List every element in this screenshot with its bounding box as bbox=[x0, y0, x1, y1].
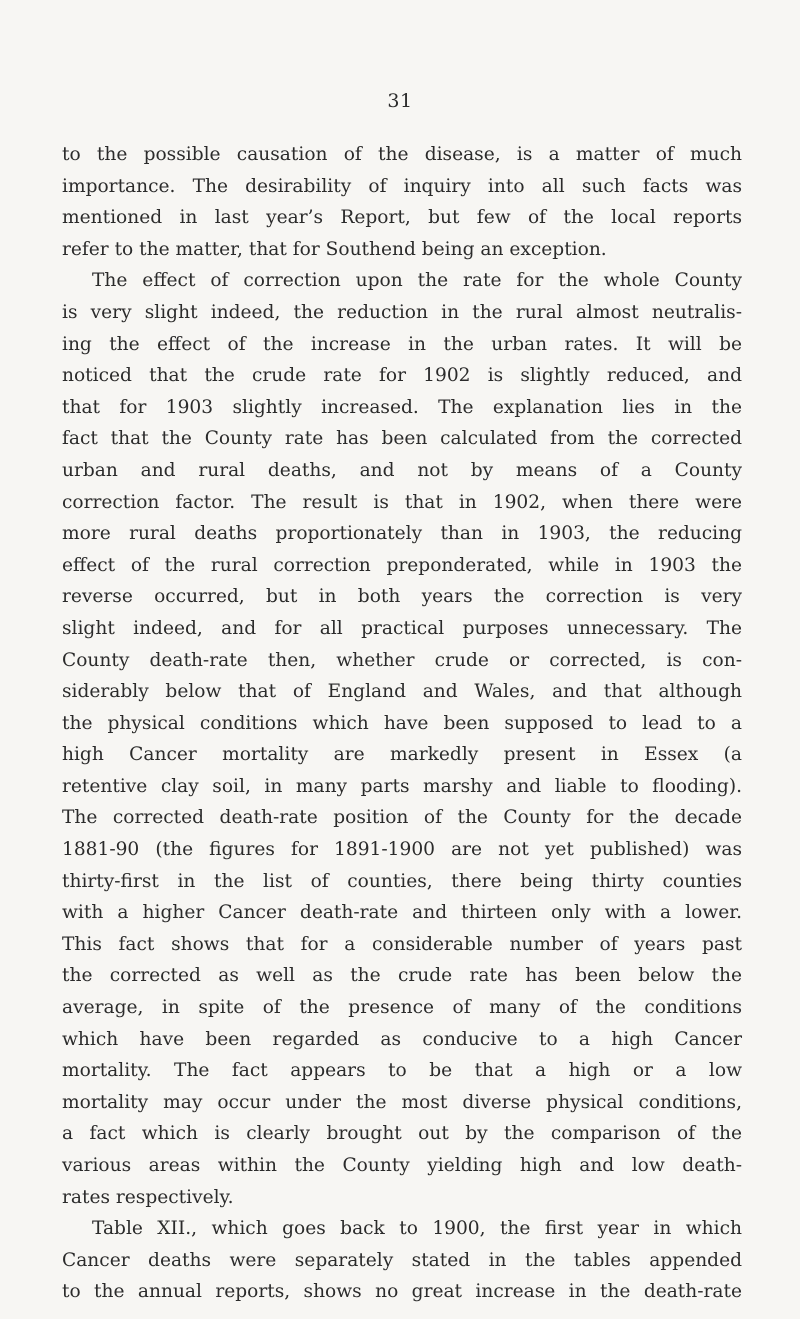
text-line: The corrected death-rate position of the County for the decade bbox=[62, 807, 742, 829]
text-line: thirty-first in the list of counties, there being thirty counties bbox=[62, 870, 742, 892]
text-line: mortality. The fact appears to be that a high or a low bbox=[62, 1060, 742, 1082]
text-line: the corrected as well as the crude rate has been below the bbox=[62, 965, 742, 987]
text-line: is very slight indeed, the reduction in the rural almost neutralis- bbox=[62, 301, 742, 323]
page-number: 31 bbox=[387, 90, 413, 112]
text-line: 1881-90 (the figures for 1891-1900 are not yet published) was bbox=[62, 839, 742, 861]
text-line: to the possible causation of the disease, is a matter of much bbox=[62, 144, 742, 165]
text-line: urban and rural deaths, and not by means of a County bbox=[62, 459, 742, 481]
text-line: siderably below that of England and Wales, and that although bbox=[62, 681, 742, 703]
text-line: mentioned in last year’s Report, but few of the local reports bbox=[62, 207, 742, 229]
text-line: various areas within the County yielding high and low death- bbox=[62, 1155, 742, 1176]
text-line: The effect of correction upon the rate for the whole County bbox=[92, 270, 742, 292]
text-line: fact that the County rate has been calculated from the corrected bbox=[62, 428, 742, 450]
text-line: mortality may occur under the most diverse physical conditions, bbox=[62, 1091, 742, 1113]
text-line: noticed that the crude rate for 1902 is slightly reduced, and bbox=[62, 365, 742, 387]
text-line: refer to the matter, that for Southend being an exception. bbox=[62, 238, 607, 260]
text-line: importance. The desirability of inquiry into all such facts was bbox=[62, 175, 742, 197]
text-line: County death-rate then, whether crude or corrected, is con- bbox=[62, 649, 742, 671]
text-line: the physical conditions which have been supposed to lead to a bbox=[62, 712, 742, 734]
text-line: effect of the rural correction preponderated, while in 1903 the bbox=[62, 554, 742, 576]
text-line: that for 1903 slightly increased. The explanation lies in the bbox=[62, 396, 742, 418]
text-line: correction factor. The result is that in 1902, when there were bbox=[62, 491, 742, 513]
body-text bbox=[62, 139, 742, 1308]
text-line: a fact which is clearly brought out by the comparison of the bbox=[62, 1123, 742, 1145]
text-line: high Cancer mortality are markedly present in Essex (a bbox=[62, 744, 742, 766]
text-line: to the annual reports, shows no great increase in the death-rate bbox=[62, 1281, 742, 1303]
text-line: Table XII., which goes back to 1900, the first year in which bbox=[92, 1218, 742, 1240]
text-line: retentive clay soil, in many parts marshy and liable to flooding). bbox=[62, 775, 742, 797]
text-line: slight indeed, and for all practical purposes unnecessary. The bbox=[62, 617, 742, 639]
text-line: with a higher Cancer death-rate and thirteen only with a lower. bbox=[62, 902, 742, 924]
text-line: reverse occurred, but in both years the correction is very bbox=[62, 586, 742, 608]
text-line: average, in spite of the presence of many of the conditions bbox=[62, 997, 742, 1019]
text-line: ing the effect of the increase in the urban rates. It will be bbox=[62, 333, 742, 355]
text-line: This fact shows that for a considerable number of years past bbox=[62, 933, 742, 955]
text-line: Cancer deaths were separately stated in the tables appended bbox=[62, 1249, 742, 1271]
text-line: more rural deaths proportionately than in 1903, the reducing bbox=[62, 523, 742, 545]
text-line: which have been regarded as conducive to a high Cancer bbox=[62, 1028, 742, 1050]
text-line: rates respectively. bbox=[62, 1186, 234, 1208]
